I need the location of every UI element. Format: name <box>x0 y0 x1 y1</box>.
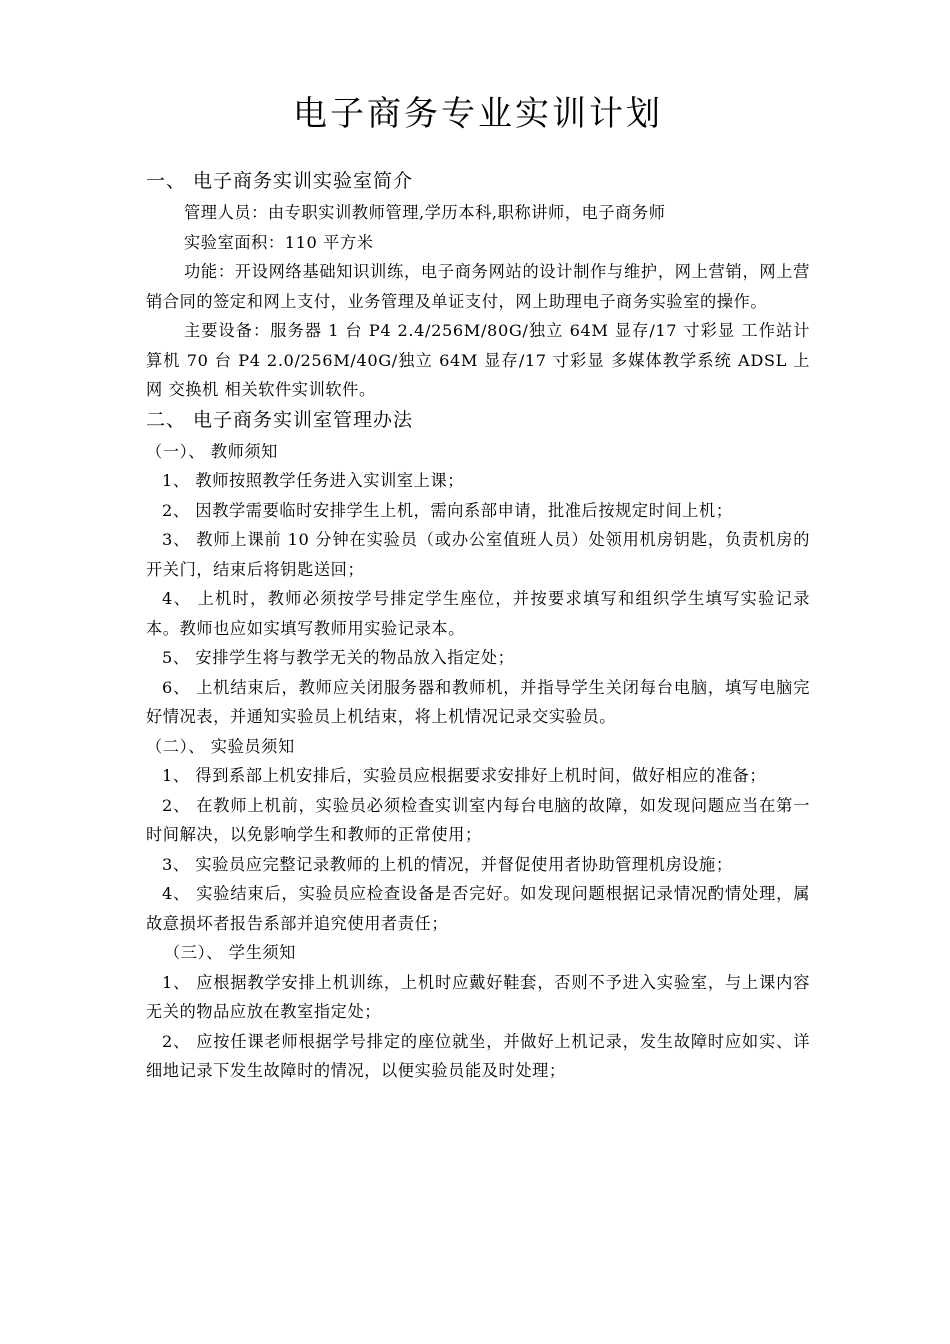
subheading-student-notice: （三）、 学生须知 <box>164 943 296 962</box>
document-page <box>146 92 810 1086</box>
subheading-lab-staff-notice: （二）、 实验员须知 <box>146 736 295 756</box>
teacher-item: 2、 因教学需要临时安排学生上机，需向系部申请，批准后按规定时间上机； <box>162 500 733 520</box>
section-heading-lab-intro: 一、 电子商务实训实验室简介 <box>146 170 414 192</box>
teacher-item: 5、 安排学生将与教学无关的物品放入指定处； <box>162 648 515 667</box>
teacher-item: 4、 上机时，教师必须按学号排定学生座位，并按要求填写和组织学生填写实验记录本。教师也应如实填写教师用实验记录本。 <box>146 589 810 638</box>
lab-staff-item: 1、 得到系部上机安排后，实验员应根据要求安排好上机时间，做好相应的准备； <box>162 766 767 785</box>
subheading-teacher-notice: （一）、 教师须知 <box>146 441 278 461</box>
manager-paragraph: 管理人员：由专职实训教师管理,学历本科,职称讲师，电子商务师 <box>184 203 666 222</box>
student-item: 1、 应根据教学安排上机训练，上机时应戴好鞋套，否则不予进入实验室，与上课内容无关的物品应放在教室指定处； <box>146 972 810 1021</box>
lab-staff-item: 2、 在教师上机前，实验员必须检查实训室内每台电脑的故障，如发现问题应当在第一时间解决，以免影响学生和教师的正常使用； <box>146 795 810 844</box>
lab-staff-item: 3、 实验员应完整记录教师的上机的情况，并督促使用者协助管理机房设施； <box>162 854 733 874</box>
student-item: 2、 应按任课老师根据学号排定的座位就坐，并做好上机记录，发生故障时应如实、详细地记录下发生故障时的情况，以便实验员能及时处理； <box>146 1031 810 1080</box>
section-heading-management: 二、 电子商务实训室管理办法 <box>146 408 414 431</box>
teacher-item: 6、 上机结束后，教师应关闭服务器和教师机，并指导学生关闭每台电脑，填写电脑完好情况表，并通知实验员上机结束，将上机情况记录交实验员。 <box>146 677 810 726</box>
lab-staff-item: 4、 实验结束后，实验员应检查设备是否完好。如发现问题根据记录情况酌情处理，属故意损坏者报告系部并追究使用者责任； <box>146 884 810 933</box>
teacher-item: 3、 教师上课前 10 分钟在实验员（或办公室值班人员）处领用机房钥匙，负责机房的开关门，结束后将钥匙送回； <box>146 530 810 579</box>
teacher-item: 1、 教师按照教学任务进入实训室上课； <box>162 471 465 490</box>
equipment-paragraph: 主要设备：服务器 1 台 P4 2.4/256M/80G/独立 64M 显存/17 寸彩显 工作站计算机 70 台 P4 2.0/256M/40G/独立 64M 显存/17 寸彩显 多媒体教学系统 ADSL 上网 交换机 相关软件实训软件。 <box>146 321 810 399</box>
function-paragraph: 功能：开设网络基础知识训练，电子商务网站的设计制作与维护，网上营销，网上营销合同的签定和网上支付，业务管理及单证支付，网上助理电子商务实验室的操作。 <box>146 262 810 311</box>
document-title: 电子商务专业实训计划 <box>293 94 663 134</box>
area-paragraph: 实验室面积：110 平方米 <box>184 232 374 252</box>
